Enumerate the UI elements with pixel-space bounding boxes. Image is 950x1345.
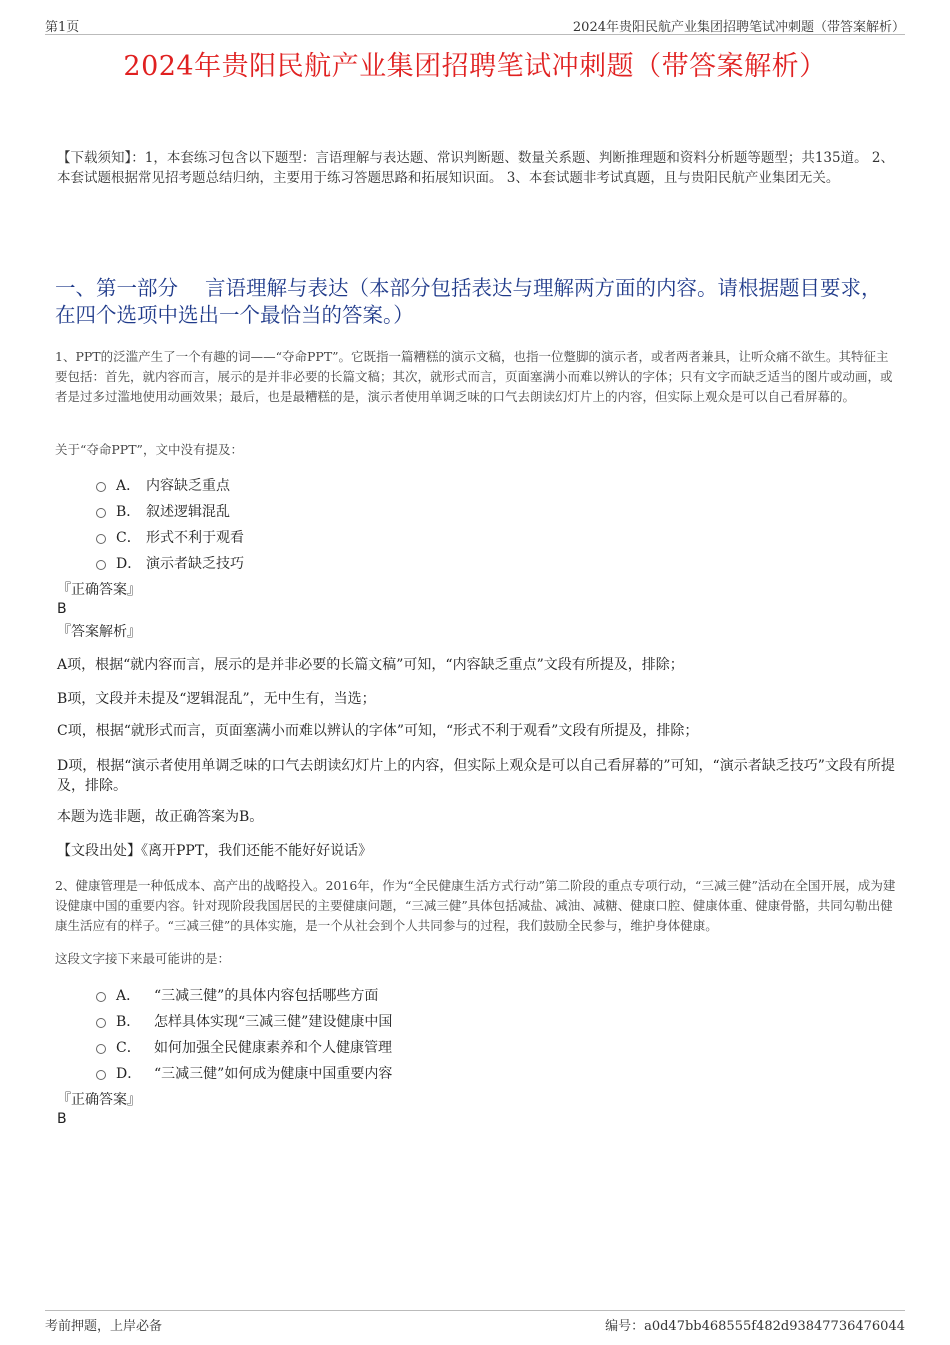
radio-icon[interactable] <box>96 992 106 1002</box>
q1-analysis-a: A项，根据“就内容而言，展示的是并非必要的长篇文稿”可知，“内容缺乏重点”文段有所提及，排除； <box>57 657 684 673</box>
radio-icon[interactable] <box>96 534 106 544</box>
q1-option-d[interactable] <box>96 550 244 576</box>
q1-analysis-heading: 『答案解析』 <box>57 624 141 640</box>
q2-option-d[interactable] <box>96 1060 392 1086</box>
q1-analysis-d: D项，根据“演示者使用单调乏味的口气去朗读幻灯片上的内容，但实际上观众是可以自己看屏幕的”可知，“演示者缺乏技巧”文段有所提及，排除。 <box>57 758 895 794</box>
q1-question: 关于“夺命PPT”，文中没有提及： <box>55 442 243 457</box>
q1-answer-heading: 『正确答案』 <box>57 582 141 598</box>
radio-icon[interactable] <box>96 508 106 518</box>
q2-answer-heading: 『正确答案』 <box>57 1092 141 1108</box>
page-header <box>45 14 905 35</box>
q2-option-c[interactable] <box>96 1034 392 1060</box>
option-label: B． <box>116 1014 141 1030</box>
q2-stem: 2、健康管理是一种低成本、高产出的战略投入。2016年，作为“全民健康生活方式行动”第二阶段的重点专项行动，“三减三健”活动在全国开展，成为建设健康中国的重要内容。针对现阶段我国居民的主要健康问题，“三减三健”具体包括减盐、减油、减糖、健康口腔、健康体重、健康骨骼，共同勾勒出健康生活应有的样子。“三减三健”的具体实施，是一个从社会到个人共同参与的过程，我们鼓励全民参与，维护身体健康。 <box>55 878 896 933</box>
option-text: 形式不利于观看 <box>146 530 244 546</box>
option-text: 叙述逻辑混乱 <box>146 504 230 520</box>
q2-question: 这段文字接下来最可能讲的是： <box>55 951 231 966</box>
radio-icon[interactable] <box>96 1070 106 1080</box>
q1-analysis-c: C项，根据“就形式而言，页面塞满小而难以辨认的字体”可知，“形式不利于观看”文段有所提及，排除； <box>57 723 699 739</box>
q2-option-a[interactable] <box>96 982 392 1008</box>
option-text: “三减三健”的具体内容包括哪些方面 <box>154 988 379 1004</box>
option-label: C． <box>116 1040 141 1056</box>
radio-icon[interactable] <box>96 1018 106 1028</box>
header-doc-title: 2024年贵阳民航产业集团招聘笔试冲刺题（带答案解析） <box>572 20 905 35</box>
page-footer <box>45 1310 905 1333</box>
option-text: “三减三健”如何成为健康中国重要内容 <box>154 1066 393 1082</box>
radio-icon[interactable] <box>96 560 106 570</box>
option-label: D． <box>116 556 142 572</box>
q1-option-b[interactable] <box>96 498 244 524</box>
page-number: 第1页 <box>45 20 80 35</box>
q1-stem: 1、PPT的泛滥产生了一个有趣的词——“夺命PPT”。它既指一篇糟糕的演示文稿，也指一位蹩脚的演示者，或者两者兼具，让听众痛不欲生。其特征主要包括：首先，就内容而言，展示的是并非必要的长篇文稿；其次，就形式而言，页面塞满小而难以辨认的字体；只有文字而缺乏适当的图片或动画，或者是过多过滥地使用动画效果；最后，也是最糟糕的是，演示者使用单调乏味的口气去朗读幻灯片上的内容，但实际上观众是可以自己看屏幕的。 <box>55 349 893 404</box>
option-text: 内容缺乏重点 <box>146 478 230 494</box>
radio-icon[interactable] <box>96 1044 106 1054</box>
q2-answer: B <box>57 1111 67 1127</box>
q1-option-a[interactable] <box>96 472 244 498</box>
q1-conclusion: 本题为选非题，故正确答案为B。 <box>57 809 264 825</box>
option-label: B． <box>116 504 141 520</box>
option-label: D． <box>116 1066 142 1082</box>
option-text: 演示者缺乏技巧 <box>146 556 244 572</box>
footer-slogan: 考前押题，上岸必备 <box>45 1319 163 1334</box>
section-heading: 一、第一部分 言语理解与表达（本部分包括表达与理解两方面的内容。请根据题目要求，在四个选项中选出一个最恰当的答案。） <box>55 276 882 327</box>
footer-code: 编号：a0d47bb468555f482d93847736476044 <box>605 1319 905 1334</box>
option-label: C． <box>116 530 141 546</box>
page-title: 2024年贵阳民航产业集团招聘笔试冲刺题（带答案解析） <box>123 51 827 82</box>
option-label: A． <box>116 988 141 1004</box>
q2-option-b[interactable] <box>96 1008 392 1034</box>
download-notice: 【下载须知】：1，本套练习包含以下题型：言语理解与表达题、常识判断题、数量关系题、判断推理题和资料分析题等题型；共135道。 2、本套试题根据常见招考题总结归纳，主要用于练习答题思路和拓展知识面。 3、本套试题非考试真题，且与贵阳民航产业集团无关。 <box>57 150 894 186</box>
radio-icon[interactable] <box>96 482 106 492</box>
q1-answer: B <box>57 601 67 617</box>
option-text: 怎样具体实现“三减三健”建设健康中国 <box>154 1014 393 1030</box>
q1-source: 【文段出处】《离开PPT，我们还能不能好好说话》 <box>57 843 373 859</box>
q1-analysis-b: B项，文段并未提及“逻辑混乱”，无中生有，当选； <box>57 691 376 707</box>
q1-option-c[interactable] <box>96 524 244 550</box>
option-text: 如何加强全民健康素养和个人健康管理 <box>154 1040 392 1056</box>
q1-options <box>96 472 244 576</box>
option-label: A． <box>116 478 141 494</box>
q2-options <box>96 982 392 1086</box>
